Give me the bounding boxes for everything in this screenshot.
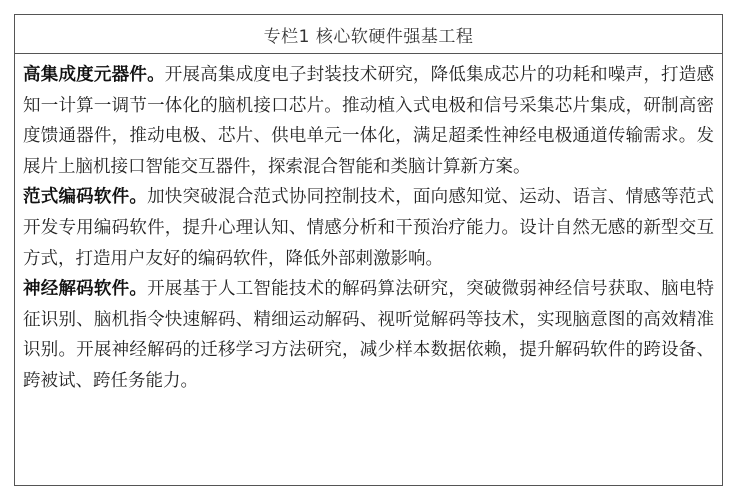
section-heading: 高集成度元器件。 <box>23 65 165 85</box>
section-heading: 范式编码软件。 <box>23 187 148 208</box>
project-box <box>14 14 723 486</box>
section-paradigm-encoding-software <box>23 182 714 274</box>
section-text: 开展高集成度电子封装技术研究，降低集成芯片的功耗和噪声，打造感知一计算一调节一体化的脑机接口芯片。推动植入式电极和信号采集芯片集成，研制高密度馈通器件，推动电极、芯片、供电单元一体化，满足超柔性神经电极通道传输需求。发展片上脑机接口智能交互器件，探索混合智能和类脑计算新方案。 <box>23 65 715 177</box>
section-neural-decoding-software <box>23 274 714 396</box>
box-body <box>15 54 722 397</box>
section-high-integration-components <box>23 60 714 182</box>
box-title: 专栏1 核心软硬件强基工程 <box>15 15 722 54</box>
section-text: 开展基于人工智能技术的解码算法研究，突破微弱神经信号获取、脑电特征识别、脑机指令快速解码、精细运动解码、视听觉解码等技术，实现脑意图的高效精准识别。开展神经解码的迁移学习方法研究，减少样本数据依赖，提升解码软件的跨设备、跨被试、跨任务能力。 <box>23 279 715 391</box>
section-heading: 神经解码软件。 <box>23 279 148 300</box>
section-text: 加快突破混合范式协同控制技术，面向感知觉、运动、语言、情感等范式开发专用编码软件，提升心理认知、情感分析和干预治疗能力。设计自然无感的新型交互方式，打造用户友好的编码软件，降低外部刺激影响。 <box>23 187 715 269</box>
